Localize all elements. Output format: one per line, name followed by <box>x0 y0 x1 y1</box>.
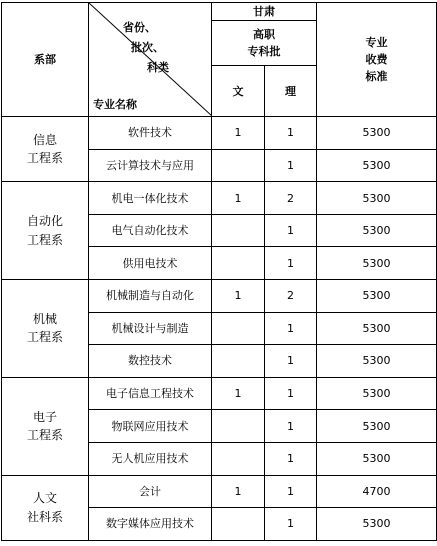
header-batch: 高职 专科批 <box>212 21 317 66</box>
li-count: 2 <box>265 280 317 313</box>
major-name: 机械设计与制造 <box>89 312 212 345</box>
header-wen: 文 <box>212 66 265 117</box>
li-count: 2 <box>265 182 317 215</box>
fee-value: 5300 <box>317 508 437 541</box>
major-name: 供用电技术 <box>89 247 212 280</box>
header-batch-label: 批次、 <box>131 41 164 54</box>
li-count: 1 <box>265 149 317 182</box>
major-name: 数字媒体应用技术 <box>89 508 212 541</box>
fee-value: 5300 <box>317 214 437 247</box>
li-count: 1 <box>265 345 317 378</box>
major-name: 会计 <box>89 475 212 508</box>
major-name: 软件技术 <box>89 117 212 150</box>
header-li: 理 <box>265 66 317 117</box>
department-name: 人文 社科系 <box>2 475 89 540</box>
wen-count <box>212 508 265 541</box>
major-name: 机电一体化技术 <box>89 182 212 215</box>
wen-count <box>212 345 265 378</box>
major-name: 电子信息工程技术 <box>89 377 212 410</box>
fee-value: 5300 <box>317 247 437 280</box>
table-row <box>2 117 437 150</box>
major-name: 物联网应用技术 <box>89 410 212 443</box>
table-row <box>2 377 437 410</box>
wen-count <box>212 312 265 345</box>
department-name: 机械 工程系 <box>2 280 89 378</box>
wen-count: 1 <box>212 182 265 215</box>
fee-value: 5300 <box>317 280 437 313</box>
li-count: 1 <box>265 410 317 443</box>
li-count: 1 <box>265 247 317 280</box>
major-name: 电气自动化技术 <box>89 214 212 247</box>
li-count: 1 <box>265 475 317 508</box>
wen-count <box>212 214 265 247</box>
wen-count <box>212 410 265 443</box>
table-row <box>2 280 437 313</box>
major-name: 云计算技术与应用 <box>89 149 212 182</box>
header-diagonal-cell <box>89 3 212 117</box>
wen-count: 1 <box>212 280 265 313</box>
department-name: 电子 工程系 <box>2 377 89 475</box>
fee-value: 4700 <box>317 475 437 508</box>
department-name: 自动化 工程系 <box>2 182 89 280</box>
fee-value: 5300 <box>317 377 437 410</box>
fee-value: 5300 <box>317 117 437 150</box>
wen-count: 1 <box>212 377 265 410</box>
wen-count <box>212 442 265 475</box>
fee-value: 5300 <box>317 410 437 443</box>
department-name: 信息 工程系 <box>2 117 89 182</box>
li-count: 1 <box>265 508 317 541</box>
fee-value: 5300 <box>317 182 437 215</box>
li-count: 1 <box>265 214 317 247</box>
wen-count: 1 <box>212 475 265 508</box>
header-department: 系部 <box>2 3 89 117</box>
fee-value: 5300 <box>317 149 437 182</box>
header-province-label: 省份、 <box>123 21 156 34</box>
major-name: 机械制造与自动化 <box>89 280 212 313</box>
li-count: 1 <box>265 442 317 475</box>
header-category-label: 科类 <box>147 61 169 74</box>
header-major-label: 专业名称 <box>93 98 137 111</box>
fee-value: 5300 <box>317 442 437 475</box>
wen-count <box>212 149 265 182</box>
fee-value: 5300 <box>317 312 437 345</box>
wen-count: 1 <box>212 117 265 150</box>
major-name: 无人机应用技术 <box>89 442 212 475</box>
fee-value: 5300 <box>317 345 437 378</box>
li-count: 1 <box>265 312 317 345</box>
header-province: 甘肃 <box>212 3 317 21</box>
table-row <box>2 475 437 508</box>
li-count: 1 <box>265 117 317 150</box>
table-row <box>2 182 437 215</box>
enrollment-plan-table <box>1 2 437 541</box>
li-count: 1 <box>265 377 317 410</box>
major-name: 数控技术 <box>89 345 212 378</box>
wen-count <box>212 247 265 280</box>
header-fee: 专业 收费 标准 <box>317 3 437 117</box>
